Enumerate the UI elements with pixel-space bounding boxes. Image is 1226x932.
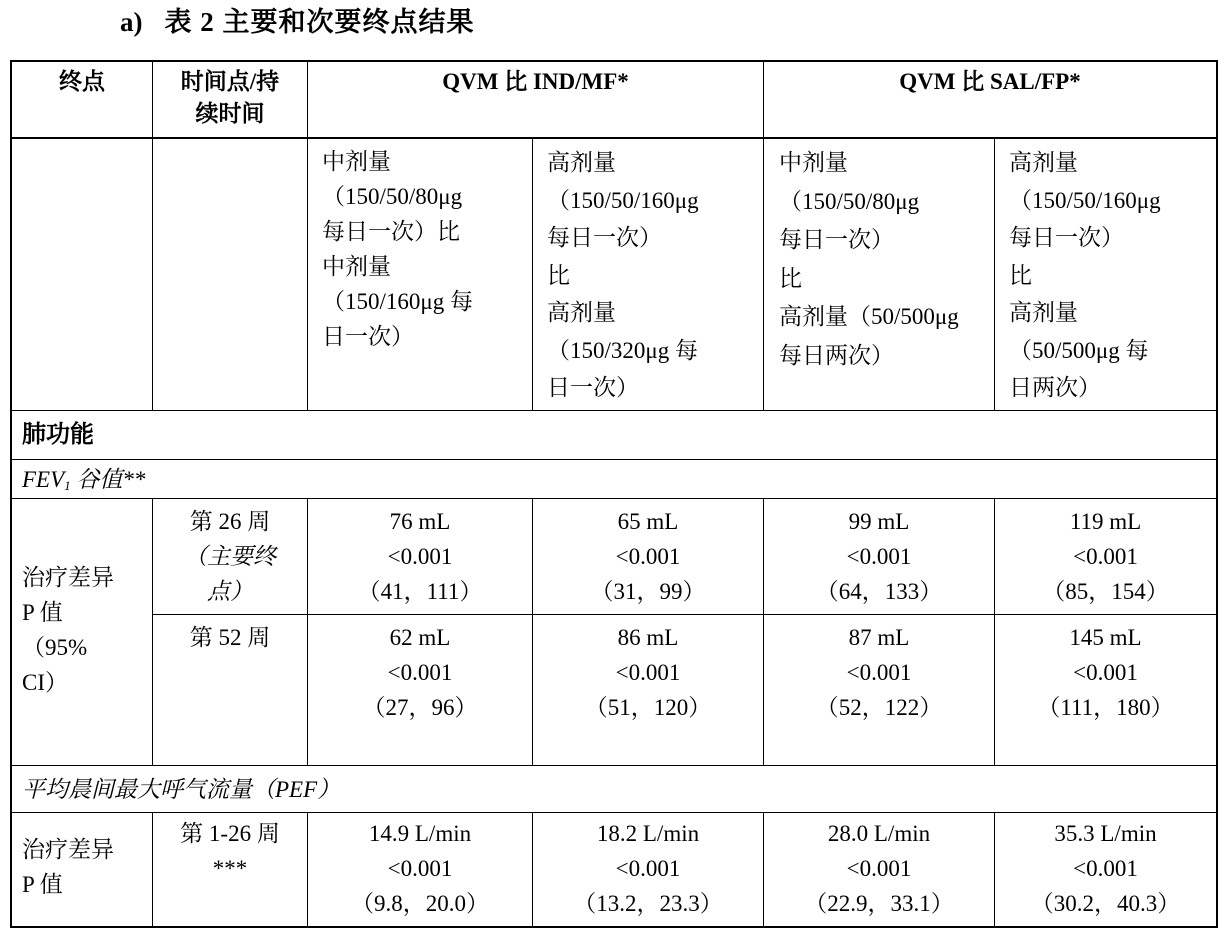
ci-value: （13.2，23.3） bbox=[573, 891, 723, 916]
header-group-sal-fp: QVM 比 SAL/FP* bbox=[899, 69, 1081, 94]
dose-line: 高剂量 bbox=[1009, 300, 1078, 325]
p-value: <0.001 bbox=[387, 660, 453, 685]
diff-value: 35.3 L/min bbox=[1054, 821, 1157, 846]
dose-line: 每日一次） bbox=[547, 225, 662, 250]
timepoint-week52: 第 52 周 bbox=[189, 625, 271, 650]
dose-line: 比 bbox=[1009, 262, 1032, 288]
fev-w26-cell bbox=[764, 504, 994, 609]
header-group-ind-mf: QVM 比 IND/MF* bbox=[442, 69, 629, 94]
pef-cell bbox=[533, 816, 763, 921]
dose-line: 每日一次）比 bbox=[322, 219, 460, 244]
diff-value: 86 mL bbox=[617, 625, 679, 650]
ci-value: （27，96） bbox=[362, 695, 478, 720]
timepoint-weeks-1-26 bbox=[153, 816, 307, 886]
section-fev1-trough bbox=[22, 462, 145, 503]
period-line1: 第 1-26 周 bbox=[180, 821, 280, 846]
diff-value: 14.9 L/min bbox=[368, 821, 472, 846]
period-line2: *** bbox=[212, 856, 248, 881]
pef-row-label bbox=[22, 832, 114, 902]
diff-value: 87 mL bbox=[848, 625, 910, 650]
ci-value: （41，111） bbox=[357, 579, 483, 604]
week26-line2: （主要终 bbox=[184, 544, 276, 569]
dose-cell-2 bbox=[547, 144, 699, 407]
fev-w52-cell bbox=[308, 620, 532, 725]
dose-cell-1 bbox=[322, 144, 473, 354]
diff-value: 28.0 L/min bbox=[827, 821, 931, 846]
fev-w52-cell bbox=[533, 620, 763, 725]
p-value: <0.001 bbox=[615, 856, 681, 881]
pef-cell bbox=[764, 816, 994, 921]
diff-value: 145 mL bbox=[1069, 625, 1142, 650]
pef-cell bbox=[308, 816, 532, 921]
dose-line: 每日一次） bbox=[779, 227, 894, 252]
ci-value: （51，120） bbox=[584, 695, 712, 720]
label-line: 治疗差异 bbox=[22, 837, 114, 862]
timepoint-week26 bbox=[153, 504, 307, 609]
fev-w52-cell bbox=[764, 620, 994, 725]
p-value: <0.001 bbox=[387, 544, 453, 569]
p-value: <0.001 bbox=[1073, 544, 1138, 569]
ci-value: （31，99） bbox=[590, 579, 706, 604]
dose-line: （50/500μg 每 bbox=[1009, 337, 1149, 363]
fev-main: FEV bbox=[22, 467, 65, 492]
p-value: <0.001 bbox=[615, 660, 681, 685]
dose-line: （150/320μg 每 bbox=[547, 337, 698, 363]
diff-value: 76 mL bbox=[389, 509, 451, 534]
ci-value: （22.9，33.1） bbox=[804, 891, 954, 916]
diff-value: 99 mL bbox=[848, 509, 910, 534]
dose-line: 高剂量（50/500μg bbox=[779, 304, 959, 329]
caption-label: a) bbox=[120, 7, 143, 37]
dose-line: 比 bbox=[779, 265, 802, 291]
dose-line: 中剂量 bbox=[779, 150, 848, 175]
diff-value: 119 mL bbox=[1069, 509, 1142, 534]
label-line: P 值 bbox=[22, 600, 63, 625]
ci-value: （52，122） bbox=[815, 695, 943, 720]
header-endpoint: 终点 bbox=[59, 69, 105, 94]
p-value: <0.001 bbox=[846, 544, 912, 569]
fev-w52-cell bbox=[995, 620, 1216, 725]
dose-line: 每日两次） bbox=[779, 342, 894, 368]
fev-row-label bbox=[22, 560, 114, 700]
ci-value: （85，154） bbox=[1042, 579, 1169, 604]
p-value: <0.001 bbox=[1073, 856, 1138, 881]
dose-line: 日一次） bbox=[547, 375, 639, 400]
diff-value: 62 mL bbox=[389, 625, 451, 650]
dose-line: （150/160μg 每 bbox=[322, 289, 473, 314]
dose-line: 日两次） bbox=[1009, 375, 1101, 400]
fev-w26-cell bbox=[533, 504, 763, 609]
caption-text: 表 2 主要和次要终点结果 bbox=[164, 7, 475, 37]
header-timepoint-line1: 时间点/持 bbox=[180, 69, 280, 94]
p-value: <0.001 bbox=[846, 660, 912, 685]
p-value: <0.001 bbox=[1073, 660, 1138, 685]
section-pef: 平均晨间最大呼气流量（PEF） bbox=[22, 777, 341, 802]
ci-value: （64，133） bbox=[815, 579, 943, 604]
label-line: （95% bbox=[22, 635, 88, 660]
dose-line: 中剂量 bbox=[322, 254, 391, 279]
dose-line: 每日一次） bbox=[1009, 225, 1124, 250]
dose-line: 比 bbox=[547, 262, 570, 288]
dose-line: （150/50/160μg bbox=[1009, 187, 1161, 213]
ci-value: （111，180） bbox=[1037, 695, 1174, 720]
dose-line: 中剂量 bbox=[322, 149, 391, 174]
label-line: 治疗差异 bbox=[22, 565, 114, 590]
dose-line: 高剂量 bbox=[547, 150, 616, 175]
fev-w26-cell bbox=[308, 504, 532, 609]
ci-value: （30.2，40.3） bbox=[1030, 891, 1181, 916]
dose-line: （150/50/80μg bbox=[322, 184, 463, 209]
label-line: P 值 bbox=[22, 872, 63, 897]
week26-line3: 点） bbox=[207, 579, 253, 604]
header-timepoint bbox=[153, 66, 307, 130]
p-value: <0.001 bbox=[846, 856, 912, 881]
dose-line: 日一次） bbox=[322, 324, 414, 349]
week26-line1: 第 26 周 bbox=[189, 509, 271, 534]
fev-rest: 谷值** bbox=[70, 467, 146, 492]
ci-value: （9.8，20.0） bbox=[351, 891, 489, 916]
dose-cell-3 bbox=[779, 144, 959, 375]
dose-line: （150/50/160μg bbox=[547, 187, 699, 213]
section-lung-function: 肺功能 bbox=[22, 422, 94, 448]
p-value: <0.001 bbox=[615, 544, 681, 569]
fev-w26-cell bbox=[995, 504, 1216, 609]
diff-value: 65 mL bbox=[617, 509, 679, 534]
fev-subscript: 1 bbox=[64, 478, 71, 493]
header-timepoint-line2: 续时间 bbox=[195, 101, 265, 126]
label-line: CI） bbox=[22, 670, 68, 695]
p-value: <0.001 bbox=[387, 856, 453, 881]
dose-line: （150/50/80μg bbox=[779, 188, 920, 214]
dose-line: 高剂量 bbox=[547, 300, 616, 325]
diff-value: 18.2 L/min bbox=[596, 821, 700, 846]
dose-line: 高剂量 bbox=[1009, 150, 1078, 175]
dose-cell-4 bbox=[1009, 144, 1161, 407]
pef-cell bbox=[995, 816, 1216, 921]
